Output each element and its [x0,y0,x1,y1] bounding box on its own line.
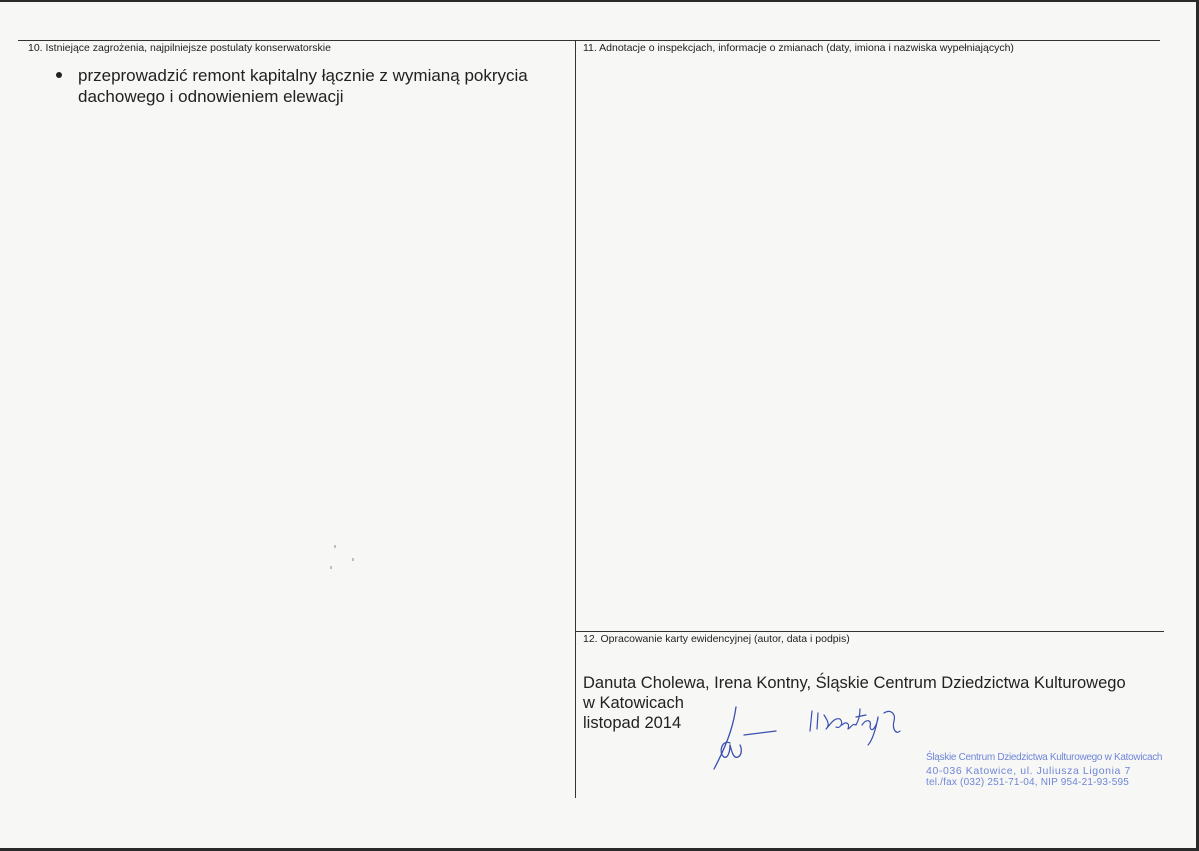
compilation-date: listopad 2014 [583,714,682,732]
signature-initials-icon [714,707,776,769]
section-12-rule [575,631,1164,632]
handwritten-signatures [700,695,920,775]
conservation-postulates-list [50,65,560,107]
scan-edge-top [0,0,1199,2]
section-10-label: 10. Istniejące zagrożenia, najpilniejsze postulaty konserwatorskie [28,42,331,54]
stamp-address: 40-036 Katowice, ul. Juliusza Ligonia 7 [926,764,1131,777]
scan-speck [334,545,336,548]
author-names: Danuta Cholewa, Irena Kontny, Śląskie Centrum Dziedzictwa Kulturowego [583,674,1126,692]
top-rule [18,40,1160,41]
bullet-icon [56,72,62,78]
section-11-label: 11. Adnotacje o inspekcjach, informacje o zmianach (daty, imiona i nazwiska wypełniających) [583,42,1014,54]
institution-stamp [926,752,1162,790]
stamp-institution-name: Śląskie Centrum Dziedzictwa Kulturowego w Katowicach [926,752,1163,763]
list-item-line-1: przeprowadzić remont kapitalny łącznie z wymianą pokrycia [78,66,528,85]
list-item [50,65,560,107]
stamp-contact: tel./fax (032) 251-71-04, NIP 954-21-93-595 [926,777,1129,788]
author-city: w Katowicach [583,694,684,712]
column-divider [575,40,576,798]
scan-speck [352,558,354,561]
signature-kontny-icon [810,709,900,745]
list-item-line-2: dachowego i odnowieniem elewacji [78,87,344,106]
scan-speck [330,566,332,569]
section-12-label: 12. Opracowanie karty ewidencyjnej (autor, data i podpis) [583,633,850,645]
